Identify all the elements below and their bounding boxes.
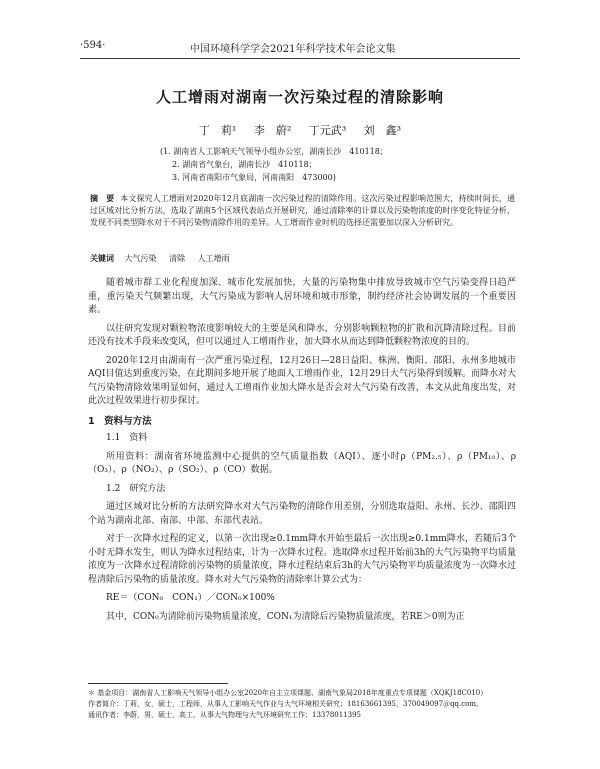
subsection-heading: 1.2 研究方法 (106, 483, 166, 494)
journal-title: 中国环境科学学会2021年科学技术年会论文集 (190, 44, 396, 55)
author-list (0, 122, 600, 138)
affiliation: 2. 湖南省气象台，湖南长沙 410118； (172, 160, 317, 169)
footnote: ＊ 基金项目：湖南省人工影响天气领导小组办公室2020年自主立项课题、湖南气象局2018年度重点专项课题（XQKJ18C010） (88, 689, 488, 697)
footnotes (88, 688, 516, 721)
footnote: 通讯作者：李蔚，男，硕士，高工，从事大气物理与大气环境研究工作；13378011395 (88, 711, 361, 719)
keyword: 人工增雨 (197, 254, 230, 263)
formula: RE＝（CON₀ CON₁）／CON₀×100% (106, 593, 275, 603)
paragraph: 随着城市群工业化程度加深、城市化发展加快，大量的污染物集中排放导致城市空气污染变得日趋严重，重污染天气频繁出现，大气污染成为影响人居环境和城市形象，制约经济社会协调发展的一个重要因素。 (88, 278, 516, 315)
subsection-heading: 1.1 资料 (106, 433, 148, 443)
abstract-label: 摘 要 (90, 194, 115, 203)
footnote: 作者简介：丁莉，女，硕士，工程师，从事人工影响天气作业与大气环境相关研究；18163661395，370049097＠qq.com。 (88, 700, 484, 708)
affiliations (160, 145, 388, 184)
footnote-rule (88, 683, 228, 684)
abstract-text: 本文探究人工增雨对2020年12月底湖南一次污染过程的清除作用。这次污染过程影响范围大，持续时间长，通过区域对比分析方法，选取了湖南5个区域代表站点开展研究，通过清除率的计算以及污染物浓度的时序变化特征分析，发现不同类型降水对于不同污染物清除作用的差异。人工增雨作业时机的选择还需要加以深入分析研究。 (90, 194, 515, 227)
page-number: ·594· (80, 40, 106, 51)
keywords-label: 关键词 (90, 254, 114, 263)
keywords (90, 253, 240, 264)
author: 李 蔚² (253, 124, 292, 137)
author: 丁元武³ (308, 124, 347, 137)
paper-title: 人工增雨对湖南一次污染过程的清除影响 (155, 88, 444, 106)
section-heading: 1 资料与方法 (88, 415, 152, 427)
affiliation: 3. 河南省南阳市气象局，河南南阳 473000) (172, 173, 336, 182)
paragraph: 其中，CON₀为清除前污染物质量浓度，CON₁为清除后污染物质量浓度，若RE＞0则为正 (106, 611, 465, 622)
keyword: 清除 (169, 254, 186, 263)
header-rule (80, 58, 520, 59)
keyword: 大气污染 (124, 254, 157, 263)
author: 丁 莉¹ (198, 124, 237, 137)
paragraph: 以往研究发现对颗粒物浓度影响较大的主要是风和降水，分别影响颗粒物的扩散和沉降清除过程。目前还没有技术手段来改变风，但可以通过人工增雨作业，加大降水从而达到降低颗粒物浓度的目的。 (88, 323, 516, 347)
author: 刘 鑫³ (363, 124, 402, 137)
running-header (80, 40, 520, 56)
body-text (88, 277, 516, 629)
affiliation: (1. 湖南省人工影响天气领导小组办公室，湖南长沙 410118； (160, 147, 388, 156)
abstract (90, 193, 515, 229)
paragraph: 对于一次降水过程的定义，以第一次出现≥0.1mm降水开始至最后一次出现≥0.1mm降水，若随后3个小时无降水发生，则认为降水过程结束，计为一次降水过程。选取降水过程开始前3h的大气污染物平均质量浓度为一次降水过程清除前污染物的质量浓度，降水过程结束后3h的大气污染物平均质量浓度为一次降水过程清除后污染物的质量浓度。降水对大气污染物的清除率计算公式为： (88, 534, 516, 585)
paragraph: 所用资料：湖南省环境监测中心提供的空气质量指数（AQI）、逐小时ρ（PM₂.₅）、ρ（PM₁₀）、ρ（O₃）、ρ（NO₂）、ρ（SO₂）、ρ（CO）数据。 (88, 451, 516, 475)
paragraph: 2020年12月由湖南有一次严重污染过程，12月26日—28日益阳、株洲、衡阳、邵阳、永州多地城市AQI目值达到重度污染，在此期间多地开展了地面人工增雨作业，12月29日大气污染得到缓解。而降水对大气污染物清除效果明显如何，通过人工增雨作业加大降水是否会对大气污染有改善，本文从此角度出发，对此次过程效果进行初步探讨。 (88, 355, 516, 406)
paragraph: 通过区域对比分析的方法研究降水对大气污染物的清除作用差别，分别选取益阳、永州、长沙、邵阳四个站为湖南北部、南部、中部、东部代表站。 (88, 502, 516, 526)
